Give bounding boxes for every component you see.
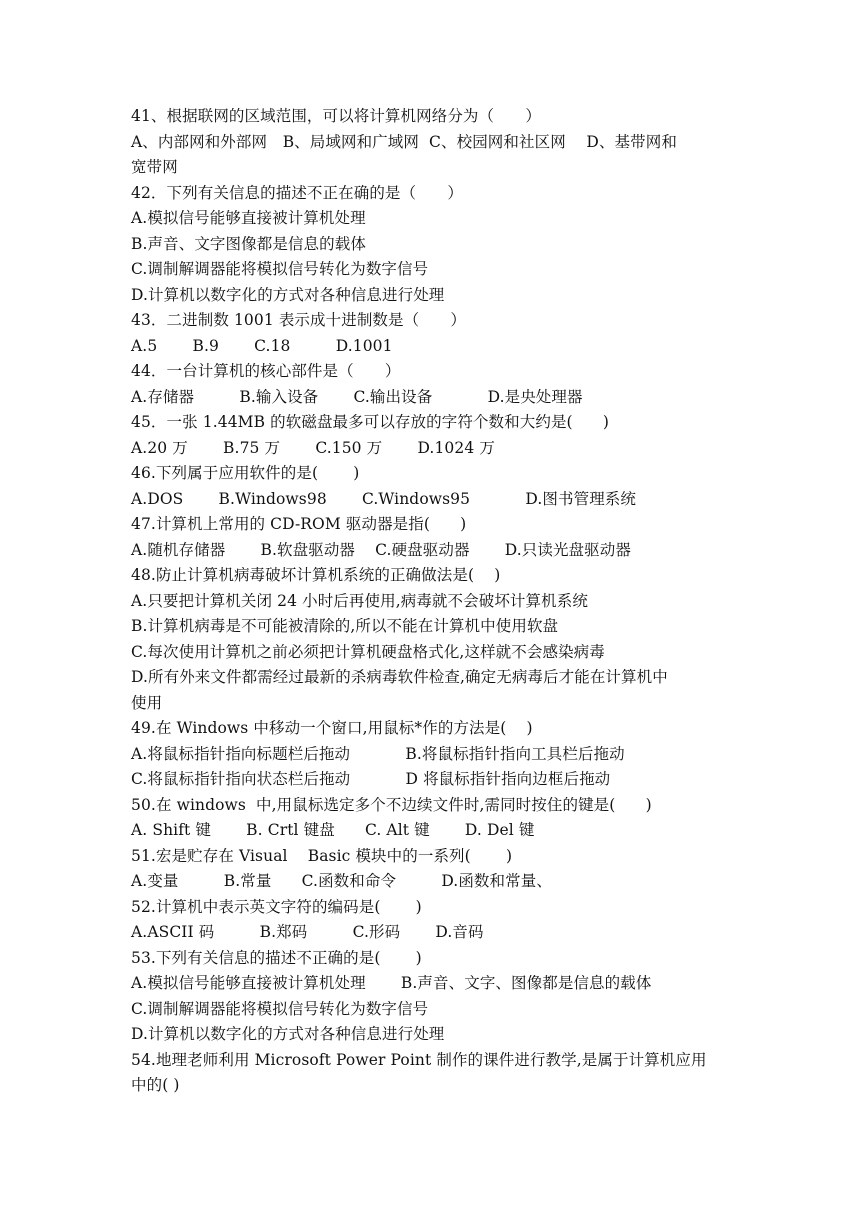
text-line: 宽带网 — [131, 158, 178, 176]
text-line: A.模拟信号能够直接被计算机处理 B.声音、文字、图像都是信息的载体 — [131, 974, 652, 992]
text-line: A.模拟信号能够直接被计算机处理 — [131, 209, 366, 227]
text-line: 43．二进制数 1001 表示成十进制数是（ ） — [131, 311, 467, 329]
text-line: B.计算机病毒是不可能被清除的,所以不能在计算机中使用软盘 — [131, 617, 559, 635]
text-line: A.将鼠标指针指向标题栏后拖动 B.将鼠标指针指向工具栏后拖动 — [131, 744, 625, 763]
text-line: A.ASCII 码 B.郑码 C.形码 D.音码 — [131, 923, 484, 941]
text-line: 使用 — [131, 693, 163, 712]
text-line: C.将鼠标指针指向状态栏后拖动 D 将鼠标指针指向边框后拖动 — [131, 770, 611, 788]
text-line: 54.地理老师利用 Microsoft Power Point 制作的课件进行教学,是属于计算机应用 — [131, 1050, 707, 1069]
text-line: A.存储器 B.输入设备 C.输出设备 D.是央处理器 — [131, 387, 583, 406]
text-line: 中的( ) — [131, 1076, 180, 1094]
text-line: D.计算机以数字化的方式对各种信息进行处理 — [131, 1025, 445, 1043]
text-line: D.所有外来文件都需经过最新的杀病毒软件检查,确定无病毒后才能在计算机中 — [131, 668, 668, 686]
text-line: 42．下列有关信息的描述不正在确的是（ ） — [131, 183, 463, 202]
text-line: 47.计算机上常用的 CD-ROM 驱动器是指( ) — [131, 515, 467, 533]
text-line: A.DOS B.Windows98 C.Windows95 D.图书管理系统 — [131, 489, 636, 508]
text-line: 53.下列有关信息的描述不正确的是( ) — [131, 948, 422, 967]
text-line: 46.下列属于应用软件的是( ) — [131, 464, 360, 482]
text-line: A. Shift 键 B. Crtl 键盘 C. Alt 键 D. Del 键 — [131, 821, 535, 839]
text-line: 49.在 Windows 中移动一个窗口,用鼠标*作的方法是( ) — [131, 719, 533, 737]
text-line: C.调制解调器能将模拟信号转化为数字信号 — [131, 999, 429, 1018]
text-line: B.声音、文字图像都是信息的载体 — [131, 234, 366, 253]
text-line: 51.宏是贮存在 Visual Basic 模块中的一系列( ) — [131, 846, 513, 865]
text-line: 41、根据联网的区域范围，可以将计算机网络分为（ ） — [131, 107, 541, 125]
text-line: C.调制解调器能将模拟信号转化为数字信号 — [131, 260, 429, 278]
text-line: A.20 万 B.75 万 C.150 万 D.1024 万 — [131, 438, 495, 457]
document-body — [131, 104, 731, 1099]
text-line: A、内部网和外部网 B、局域网和广域网 C、校园网和社区网 D、基带网和 — [131, 132, 677, 151]
text-line: 48.防止计算机病毒破坏计算机系统的正确做法是( ) — [131, 566, 501, 584]
text-line: D.计算机以数字化的方式对各种信息进行处理 — [131, 285, 445, 304]
text-line: 45．一张 1.44MB 的软磁盘最多可以存放的字符个数和大约是( ) — [131, 413, 610, 431]
text-line: 44．一台计算机的核心部件是（ ） — [131, 362, 401, 380]
text-line: C.每次使用计算机之前必须把计算机硬盘格式化,这样就不会感染病毒 — [131, 642, 605, 661]
text-line: 52.计算机中表示英文字符的编码是( ) — [131, 897, 422, 916]
text-line: 50.在 windows 中,用鼠标选定多个不边续文件时,需同时按住的键是( ) — [131, 795, 652, 814]
text-line: A.随机存储器 B.软盘驱动器 C.硬盘驱动器 D.只读光盘驱动器 — [131, 540, 631, 559]
text-line: A.5 B.9 C.18 D.1001 — [131, 336, 393, 355]
text-line: A.只要把计算机关闭 24 小时后再使用,病毒就不会破坏计算机系统 — [131, 591, 588, 610]
text-line: A.变量 B.常量 C.函数和命令 D.函数和常量、 — [131, 872, 552, 890]
